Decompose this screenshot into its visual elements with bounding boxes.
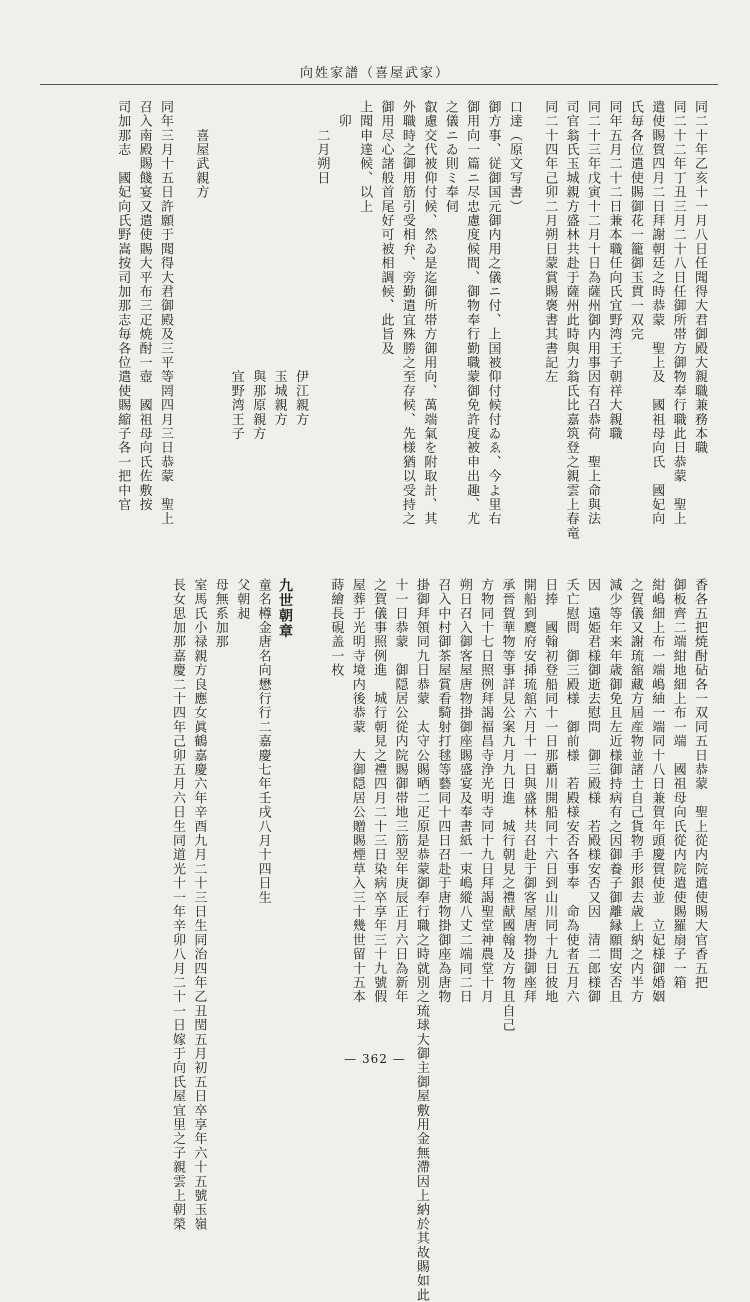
text-column: 十一日恭蒙 御隠居公從内院賜御帯地三筋翌年庚辰正月六日為新年 — [392, 578, 408, 1004]
text-column: 口達（原文写書） — [506, 100, 522, 214]
text-column: 同二十年乙亥十一月八日任聞得大君御殿大親職兼務本職 — [692, 100, 707, 455]
text-column: 宜野湾王子 — [228, 100, 244, 441]
text-column: 叡慮交代被仰付候、然ゐ是迄御所帯方御用向、萬端氣を附取計、其 — [421, 100, 437, 526]
text-column: 同年三月十五日許願于聞得大君御殿及三平等罔四月三日恭蒙 聖上 — [158, 100, 174, 526]
text-column: 司官翁氏玉城親方盛林共赴于薩州此時與力翁氏比嘉筑登之親雲上春竜 — [563, 100, 579, 541]
text-column: 外職時之御用筋引受相弁、旁勤遣宜殊勝之至存候、先様猶以受持之 — [399, 100, 415, 526]
text-column: 上聞申達候、以上 — [357, 100, 373, 214]
text-column: 掛御拜領同九日恭蒙 太守公賜晒二疋原是恭蒙御奉行職之時就別之琉球大御主御屋敷用金無滯因上納於其故賜如此 — [413, 578, 429, 1302]
text-column: 遣使賜賀四月二日拜謝朝廷之時恭蒙 聖上及 國祖母向氏 國妃向 — [649, 100, 665, 526]
text-column: 御板齊二端紺地細上布一端 國祖母向氏從内院遣使賜羅扇子一箱 — [670, 578, 686, 990]
text-column: 蒔繪長硯盖一枚 — [328, 578, 344, 678]
text-column: 朔日召入御客屋唐物掛御座賜盛宴及奉書紙一束嶋縱八丈二端同二日 — [456, 578, 472, 1004]
upper-text-block — [52, 100, 710, 570]
text-column: 玉城親方 — [271, 100, 287, 427]
text-column: 日捧 國翰初登船同十一日那覇川開船同十六日到山川同十九日彼地 — [542, 578, 558, 1004]
text-column: 卯 — [335, 100, 351, 129]
text-column: 夭亡慰問 御三殿様 御前様 若殿様安否各事奉 命為使者五月六 — [563, 578, 579, 1004]
text-column: 之賀儀又謝琉舘藏方屆産物並諸士自己貨物手形銀去歳上納之内半方 — [627, 578, 643, 1004]
text-column: 同二十二年丁丑三月二十八日任御所帯方御物奉行職此日恭蒙 聖上 — [670, 100, 686, 526]
text-column: 方物同十七日照例拜謁福昌寺浄光明寺同十九日拜謁聖堂神農堂十月 — [478, 578, 494, 1004]
page-title: 向姓家譜（喜屋武家） — [299, 66, 450, 81]
text-column: 減少等年来年歳御免且左近様御持病有之因御養子御離縁願間安否且 — [606, 578, 622, 1004]
text-column: 同二十三年戊寅十二月十日為薩州御内用事因有召恭荷 聖上命與法 — [585, 100, 601, 526]
text-column: 同二十四年己卯二月朔日蒙賞賜褒書其書記左 — [542, 100, 558, 384]
text-column: 御用尽心諸般首尾好可被相調候、此旨及 — [378, 100, 394, 356]
text-column: 伊江親方 — [292, 100, 308, 427]
text-column: 長女思加那嘉慶二十四年己卯五月六日生同道光十一年辛卯八月二十一日嫁于向氏屋宜里之子親雲上朝榮 — [170, 578, 186, 1232]
text-column: 香各五把焼酎砧各一双同五日恭蒙 聖上從内院遣使賜大官香五把 — [692, 578, 707, 990]
text-column: 同年五月二十二日兼本職任向氏宜野湾王子朝祥大親職 — [606, 100, 622, 441]
text-column: 童名樽金唐名向懋行行二嘉慶七年壬戌八月十四日生 — [255, 578, 271, 905]
text-column: 之儀ニゐ則ミ奉伺 — [442, 100, 458, 214]
header-divider — [40, 84, 718, 85]
text-column: 屋葬于光明寺境内後恭蒙 大御隠居公贈賜煙草入三十幾世留十五本 — [349, 578, 365, 1004]
text-column: 之賀儀事照例進 城行朝見之禮四月二十三日染病卒享年三十九號假 — [371, 578, 387, 1004]
text-column: 召入南殿賜餞宴又遣使賜大平布三疋焼酎一壺 國祖母向氏佐敷按 — [136, 100, 152, 512]
text-column: 室馬氏小禄親方良應女眞鶴嘉慶六年辛酉九月二十三日生同治四年乙丑閏五月初五日卒享年六十五號玉嶺 — [191, 578, 207, 1232]
text-column: 喜屋武親方 — [193, 100, 209, 200]
text-column: 紺嶋細上布一端嶋紬一端同十八日兼賀年頭慶賀使並 立妃様御婚姻 — [649, 578, 665, 1004]
page-number: — 362 — — [344, 1052, 406, 1066]
text-column: 氏毎各位遣使賜御花一籠御玉貫一双完 — [627, 100, 643, 342]
text-column: 父朝昶 — [234, 578, 250, 621]
generation-heading: 九世朝章 — [276, 578, 293, 639]
text-column: 司加那志 國妃向氏野嵩按司加那志毎各位遣使賜縮子各一把中官 — [115, 100, 131, 512]
text-column: 御用向一篇ニ尽忠慮度候間、御物奉行勤職蒙御免許度被申出趣、尤 — [464, 100, 480, 526]
text-column: 開船到麑府安揷琉舘六月十一日與盛林共召赴于御客屋唐物掛御座拜 — [520, 578, 536, 1004]
text-column: 母無系加那 — [212, 578, 228, 649]
text-column: 二月朔日 — [314, 100, 330, 186]
text-column: 因 遠姫君様御逝去慰問 御三殿様 若殿様安否又因 清二郎様御 — [585, 578, 601, 1004]
text-column: 與那原親方 — [250, 100, 266, 441]
text-column: 召入中村御茶屋賞看騎射打毬等藝同十四日召赴于唐物掛御座為唐物 — [435, 578, 451, 1004]
text-column: 承晉賀華物等事詳見公案九月九日進 城行朝見之禮献國翰及方物且自己 — [499, 578, 515, 1033]
text-column: 御方事、従御国元御内用之儀ニ付、上国被仰付候付ゐゑ、今よ里右 — [485, 100, 501, 526]
